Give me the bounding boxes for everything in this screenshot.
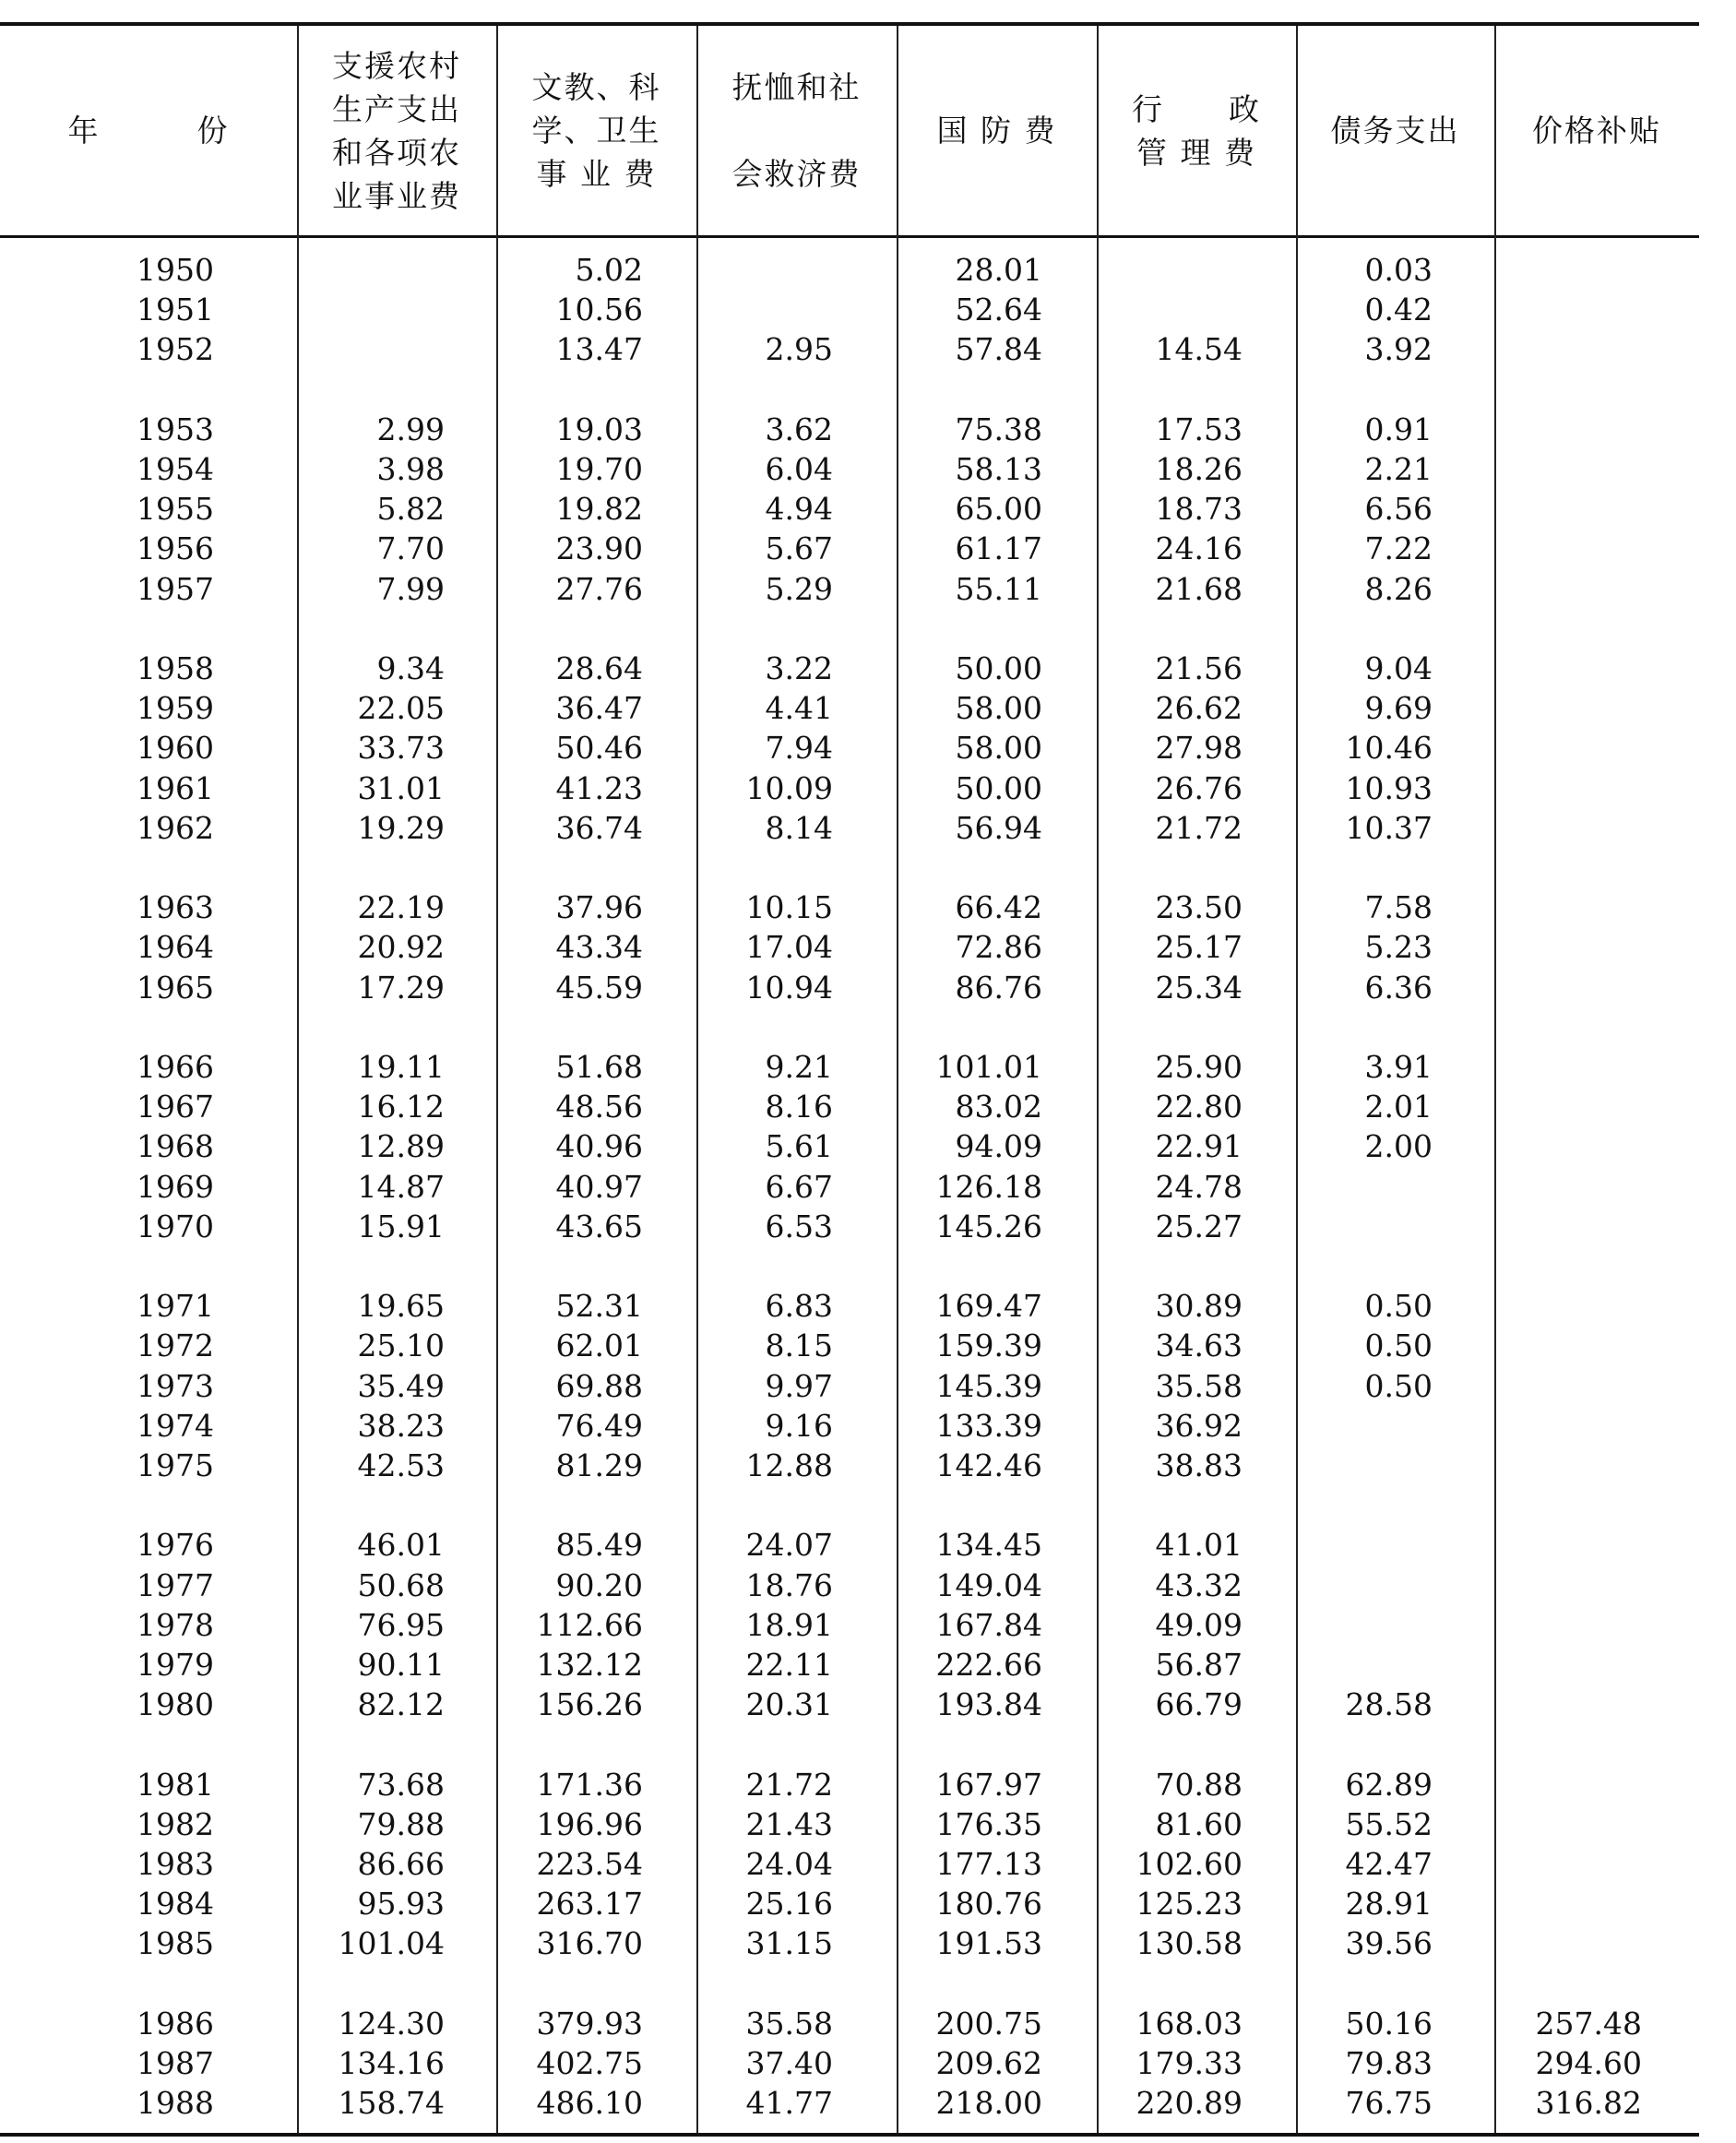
debt-cell: 3.92 (1364, 331, 1433, 367)
agri-cell: 3.98 (376, 451, 445, 487)
relief-cell: 6.53 (765, 1208, 833, 1244)
agri-cell: 82.12 (357, 1686, 445, 1722)
debt-cell: 5.23 (1364, 929, 1433, 965)
edu-cell: 196.96 (536, 1806, 643, 1842)
defense-cell: 83.02 (955, 1089, 1042, 1125)
admin-cell: 35.58 (1155, 1368, 1243, 1404)
table-bottom-rule (0, 2133, 1699, 2137)
debt-cell: 76.75 (1345, 2085, 1433, 2121)
admin-cell: 21.56 (1155, 650, 1243, 686)
edu-cell: 40.97 (555, 1169, 643, 1205)
column-header-agri (297, 26, 496, 235)
debt-cell: 10.93 (1345, 770, 1433, 806)
year-cell: 1966 (137, 1049, 214, 1085)
admin-cell: 25.90 (1155, 1049, 1243, 1085)
defense-cell: 169.47 (935, 1288, 1042, 1324)
relief-cell: 18.76 (745, 1567, 833, 1603)
year-cell: 1984 (137, 1886, 214, 1922)
relief-cell: 18.91 (745, 1607, 833, 1643)
year-cell: 1964 (137, 929, 214, 965)
agri-cell: 20.92 (357, 929, 445, 965)
defense-cell: 134.45 (935, 1527, 1042, 1563)
year-cell: 1955 (137, 491, 214, 527)
year-cell: 1950 (137, 252, 214, 288)
year-cell: 1980 (137, 1686, 214, 1722)
year-cell: 1958 (137, 650, 214, 686)
defense-cell: 52.64 (955, 292, 1042, 327)
year-cell: 1977 (137, 1567, 214, 1603)
relief-cell: 3.62 (765, 411, 833, 447)
defense-cell: 133.39 (935, 1408, 1042, 1444)
relief-cell: 3.22 (765, 650, 833, 686)
year-cell: 1967 (137, 1089, 214, 1125)
edu-cell: 19.70 (555, 451, 643, 487)
edu-cell: 36.74 (555, 810, 643, 846)
subsidy-cell: 257.48 (1535, 2006, 1642, 2042)
year-cell: 1981 (137, 1767, 214, 1803)
admin-cell: 130.58 (1136, 1925, 1243, 1961)
debt-cell: 10.37 (1345, 810, 1433, 846)
defense-cell: 55.11 (955, 571, 1042, 607)
edu-cell: 23.90 (555, 530, 643, 566)
year-cell: 1979 (137, 1647, 214, 1683)
relief-cell: 12.88 (745, 1447, 833, 1483)
relief-cell: 10.09 (745, 770, 833, 806)
debt-cell: 0.50 (1364, 1368, 1433, 1404)
relief-cell: 17.04 (745, 929, 833, 965)
agri-cell: 124.30 (338, 2006, 445, 2042)
edu-cell: 45.59 (555, 970, 643, 1006)
year-cell: 1985 (137, 1925, 214, 1961)
edu-cell: 28.64 (555, 650, 643, 686)
admin-cell: 23.50 (1155, 889, 1243, 925)
defense-cell: 58.00 (955, 730, 1042, 766)
admin-cell: 18.73 (1155, 491, 1243, 527)
relief-cell: 6.83 (765, 1288, 833, 1324)
defense-cell: 126.18 (935, 1169, 1042, 1205)
defense-cell: 191.53 (935, 1925, 1042, 1961)
debt-cell: 6.36 (1364, 970, 1433, 1006)
year-cell: 1953 (137, 411, 214, 447)
admin-cell: 34.63 (1155, 1327, 1243, 1363)
admin-cell: 43.32 (1155, 1567, 1243, 1603)
relief-cell: 5.61 (765, 1128, 833, 1164)
agri-cell: 35.49 (357, 1368, 445, 1404)
defense-cell: 145.39 (935, 1368, 1042, 1404)
defense-cell: 61.17 (955, 530, 1042, 566)
admin-cell: 25.34 (1155, 970, 1243, 1006)
agri-cell: 17.29 (357, 970, 445, 1006)
debt-cell: 0.50 (1364, 1288, 1433, 1324)
column-header-line: 文教、科 (531, 69, 661, 105)
edu-cell: 40.96 (555, 1128, 643, 1164)
agri-cell: 15.91 (357, 1208, 445, 1244)
admin-cell: 66.79 (1155, 1686, 1243, 1722)
agri-cell: 31.01 (357, 770, 445, 806)
column-header-line: 生产支出 (332, 90, 461, 127)
agri-cell: 38.23 (357, 1408, 445, 1444)
admin-cell: 24.16 (1155, 530, 1243, 566)
defense-cell: 94.09 (955, 1128, 1042, 1164)
subsidy-cell: 316.82 (1535, 2085, 1642, 2121)
agri-cell: 19.11 (357, 1049, 445, 1085)
defense-cell: 86.76 (955, 970, 1042, 1006)
agri-cell: 101.04 (338, 1925, 445, 1961)
defense-cell: 50.00 (955, 650, 1042, 686)
column-header-line: 管 理 费 (1136, 134, 1256, 171)
column-header-edu (496, 26, 696, 235)
admin-cell: 22.91 (1155, 1128, 1243, 1164)
year-cell: 1973 (137, 1368, 214, 1404)
admin-cell: 22.80 (1155, 1089, 1243, 1125)
agri-cell: 7.70 (376, 530, 445, 566)
relief-cell: 4.94 (765, 491, 833, 527)
debt-cell: 42.47 (1345, 1846, 1433, 1882)
agri-cell: 2.99 (376, 411, 445, 447)
admin-cell: 18.26 (1155, 451, 1243, 487)
admin-cell: 220.89 (1136, 2085, 1243, 2121)
year-cell: 1986 (137, 2006, 214, 2042)
edu-cell: 223.54 (536, 1846, 643, 1882)
year-cell: 1970 (137, 1208, 214, 1244)
relief-cell: 37.40 (745, 2045, 833, 2081)
edu-cell: 486.10 (536, 2085, 643, 2121)
edu-cell: 316.70 (536, 1925, 643, 1961)
relief-cell: 9.21 (765, 1049, 833, 1085)
admin-cell: 26.62 (1155, 690, 1243, 726)
agri-cell: 22.05 (357, 690, 445, 726)
column-header-year (0, 26, 297, 235)
relief-cell: 22.11 (745, 1647, 833, 1683)
year-cell: 1954 (137, 451, 214, 487)
column-divider (1494, 26, 1496, 2133)
year-cell: 1988 (137, 2085, 214, 2121)
edu-cell: 41.23 (555, 770, 643, 806)
defense-cell: 176.35 (935, 1806, 1042, 1842)
defense-cell: 57.84 (955, 331, 1042, 367)
admin-cell: 179.33 (1136, 2045, 1243, 2081)
edu-cell: 402.75 (536, 2045, 643, 2081)
defense-cell: 101.01 (935, 1049, 1042, 1085)
relief-cell: 21.72 (745, 1767, 833, 1803)
debt-cell: 8.26 (1364, 571, 1433, 607)
debt-cell: 0.91 (1364, 411, 1433, 447)
agri-cell: 7.99 (376, 571, 445, 607)
edu-cell: 379.93 (536, 2006, 643, 2042)
relief-cell: 10.15 (745, 889, 833, 925)
defense-cell: 66.42 (955, 889, 1042, 925)
column-header-line: 业事业费 (332, 177, 461, 214)
admin-cell: 21.68 (1155, 571, 1243, 607)
debt-cell: 2.21 (1364, 451, 1433, 487)
edu-cell: 52.31 (555, 1288, 643, 1324)
defense-cell: 58.13 (955, 451, 1042, 487)
edu-cell: 43.65 (555, 1208, 643, 1244)
edu-cell: 132.12 (536, 1647, 643, 1683)
year-cell: 1968 (137, 1128, 214, 1164)
edu-cell: 81.29 (555, 1447, 643, 1483)
defense-cell: 167.97 (935, 1767, 1042, 1803)
edu-cell: 171.36 (536, 1767, 643, 1803)
year-cell: 1972 (137, 1327, 214, 1363)
edu-cell: 37.96 (555, 889, 643, 925)
defense-cell: 177.13 (935, 1846, 1042, 1882)
admin-cell: 125.23 (1136, 1886, 1243, 1922)
debt-cell: 7.58 (1364, 889, 1433, 925)
year-cell: 1961 (137, 770, 214, 806)
edu-cell: 43.34 (555, 929, 643, 965)
debt-cell: 28.91 (1345, 1886, 1433, 1922)
defense-cell: 56.94 (955, 810, 1042, 846)
debt-cell: 55.52 (1345, 1806, 1433, 1842)
defense-cell: 209.62 (935, 2045, 1042, 2081)
column-header-line: 和各项农 (332, 134, 461, 171)
agri-cell: 16.12 (357, 1089, 445, 1125)
year-cell: 1965 (137, 970, 214, 1006)
admin-cell: 56.87 (1155, 1647, 1243, 1683)
year-cell: 1951 (137, 292, 214, 327)
debt-cell: 79.83 (1345, 2045, 1433, 2081)
debt-cell: 39.56 (1345, 1925, 1433, 1961)
relief-cell: 41.77 (745, 2085, 833, 2121)
edu-cell: 36.47 (555, 690, 643, 726)
year-cell: 1952 (137, 331, 214, 367)
year-cell: 1976 (137, 1527, 214, 1563)
agri-cell: 46.01 (357, 1527, 445, 1563)
year-cell: 1956 (137, 530, 214, 566)
edu-cell: 90.20 (555, 1567, 643, 1603)
agri-cell: 25.10 (357, 1327, 445, 1363)
admin-cell: 30.89 (1155, 1288, 1243, 1324)
agri-cell: 90.11 (357, 1647, 445, 1683)
edu-cell: 27.76 (555, 571, 643, 607)
column-header-line: 价格补贴 (1532, 113, 1661, 149)
debt-cell: 7.22 (1364, 530, 1433, 566)
edu-cell: 69.88 (555, 1368, 643, 1404)
debt-cell: 10.46 (1345, 730, 1433, 766)
defense-cell: 200.75 (935, 2006, 1042, 2042)
agri-cell: 79.88 (357, 1806, 445, 1842)
relief-cell: 35.58 (745, 2006, 833, 2042)
year-cell: 1982 (137, 1806, 214, 1842)
edu-cell: 13.47 (555, 331, 643, 367)
admin-cell: 70.88 (1155, 1767, 1243, 1803)
agri-cell: 134.16 (338, 2045, 445, 2081)
defense-cell: 180.76 (935, 1886, 1042, 1922)
defense-cell: 142.46 (935, 1447, 1042, 1483)
admin-cell: 81.60 (1155, 1806, 1243, 1842)
defense-cell: 65.00 (955, 491, 1042, 527)
edu-cell: 112.66 (536, 1607, 643, 1643)
column-header-line: 事 业 费 (536, 156, 657, 192)
agri-cell: 33.73 (357, 730, 445, 766)
defense-cell: 50.00 (955, 770, 1042, 806)
edu-cell: 50.46 (555, 730, 643, 766)
defense-cell: 145.26 (935, 1208, 1042, 1244)
relief-cell: 31.15 (745, 1925, 833, 1961)
relief-cell: 7.94 (765, 730, 833, 766)
column-header-line: 年 份 (67, 113, 230, 149)
admin-cell: 21.72 (1155, 810, 1243, 846)
year-cell: 1974 (137, 1408, 214, 1444)
relief-cell: 21.43 (745, 1806, 833, 1842)
year-cell: 1960 (137, 730, 214, 766)
edu-cell: 76.49 (555, 1408, 643, 1444)
admin-cell: 102.60 (1136, 1846, 1243, 1882)
admin-cell: 17.53 (1155, 411, 1243, 447)
debt-cell: 9.69 (1364, 690, 1433, 726)
column-header-line: 会救济费 (731, 156, 862, 192)
edu-cell: 48.56 (555, 1089, 643, 1125)
relief-cell: 8.16 (765, 1089, 833, 1125)
admin-cell: 25.17 (1155, 929, 1243, 965)
year-cell: 1987 (137, 2045, 214, 2081)
relief-cell: 5.67 (765, 530, 833, 566)
debt-cell: 28.58 (1345, 1686, 1433, 1722)
year-cell: 1978 (137, 1607, 214, 1643)
year-cell: 1959 (137, 690, 214, 726)
agri-cell: 22.19 (357, 889, 445, 925)
debt-cell: 2.01 (1364, 1089, 1433, 1125)
column-header-admin (1097, 26, 1296, 235)
debt-cell: 0.50 (1364, 1327, 1433, 1363)
column-header-line: 抚恤和社 (731, 69, 862, 105)
relief-cell: 8.15 (765, 1327, 833, 1363)
agri-cell: 42.53 (357, 1447, 445, 1483)
defense-cell: 193.84 (935, 1686, 1042, 1722)
admin-cell: 14.54 (1155, 331, 1243, 367)
relief-cell: 5.29 (765, 571, 833, 607)
defense-cell: 167.84 (935, 1607, 1042, 1643)
edu-cell: 5.02 (575, 252, 643, 288)
year-cell: 1957 (137, 571, 214, 607)
admin-cell: 38.83 (1155, 1447, 1243, 1483)
edu-cell: 19.03 (555, 411, 643, 447)
agri-cell: 158.74 (338, 2085, 445, 2121)
debt-cell: 3.91 (1364, 1049, 1433, 1085)
agri-cell: 9.34 (376, 650, 445, 686)
admin-cell: 36.92 (1155, 1408, 1243, 1444)
year-cell: 1983 (137, 1846, 214, 1882)
agri-cell: 14.87 (357, 1169, 445, 1205)
relief-cell: 4.41 (765, 690, 833, 726)
debt-cell: 0.42 (1364, 292, 1433, 327)
relief-cell: 10.94 (745, 970, 833, 1006)
edu-cell: 156.26 (536, 1686, 643, 1722)
edu-cell: 62.01 (555, 1327, 643, 1363)
agri-cell: 73.68 (357, 1767, 445, 1803)
relief-cell: 25.16 (745, 1886, 833, 1922)
agri-cell: 50.68 (357, 1567, 445, 1603)
admin-cell: 27.98 (1155, 730, 1243, 766)
relief-cell: 9.16 (765, 1408, 833, 1444)
edu-cell: 263.17 (536, 1886, 643, 1922)
debt-cell: 50.16 (1345, 2006, 1433, 2042)
defense-cell: 58.00 (955, 690, 1042, 726)
column-header-line: 支援农村 (332, 47, 461, 84)
edu-cell: 51.68 (555, 1049, 643, 1085)
column-header-line (732, 109, 862, 152)
relief-cell: 2.95 (765, 331, 833, 367)
defense-cell: 159.39 (935, 1327, 1042, 1363)
admin-cell: 26.76 (1155, 770, 1243, 806)
admin-cell: 41.01 (1155, 1527, 1243, 1563)
defense-cell: 149.04 (935, 1567, 1042, 1603)
agri-cell: 86.66 (357, 1846, 445, 1882)
edu-cell: 10.56 (555, 292, 643, 327)
year-cell: 1962 (137, 810, 214, 846)
debt-cell: 0.03 (1364, 252, 1433, 288)
column-header-debt (1296, 26, 1494, 235)
relief-cell: 8.14 (765, 810, 833, 846)
year-cell: 1963 (137, 889, 214, 925)
column-header-subsidy (1494, 26, 1699, 235)
relief-cell: 24.04 (745, 1846, 833, 1882)
year-cell: 1969 (137, 1169, 214, 1205)
column-header-relief (696, 26, 897, 235)
subsidy-cell: 294.60 (1535, 2045, 1642, 2081)
relief-cell: 20.31 (745, 1686, 833, 1722)
header-bottom-rule (0, 235, 1699, 238)
defense-cell: 218.00 (935, 2085, 1042, 2121)
edu-cell: 19.82 (555, 491, 643, 527)
year-cell: 1971 (137, 1288, 214, 1324)
admin-cell: 25.27 (1155, 1208, 1243, 1244)
column-header-line: 国 防 费 (936, 113, 1057, 149)
defense-cell: 75.38 (955, 411, 1042, 447)
debt-cell: 2.00 (1364, 1128, 1433, 1164)
edu-cell: 85.49 (555, 1527, 643, 1563)
debt-cell: 6.56 (1364, 491, 1433, 527)
agri-cell: 19.29 (357, 810, 445, 846)
agri-cell: 95.93 (357, 1886, 445, 1922)
year-cell: 1975 (137, 1447, 214, 1483)
debt-cell: 62.89 (1345, 1767, 1433, 1803)
agri-cell: 5.82 (376, 491, 445, 527)
agri-cell: 76.95 (357, 1607, 445, 1643)
agri-cell: 19.65 (357, 1288, 445, 1324)
relief-cell: 9.97 (765, 1368, 833, 1404)
column-header-line: 学、卫生 (531, 113, 661, 149)
admin-cell: 49.09 (1155, 1607, 1243, 1643)
relief-cell: 24.07 (745, 1527, 833, 1563)
column-header-line: 行 政 (1132, 90, 1261, 127)
column-header-defense (897, 26, 1097, 235)
defense-cell: 28.01 (955, 252, 1042, 288)
debt-cell: 9.04 (1364, 650, 1433, 686)
admin-cell: 24.78 (1155, 1169, 1243, 1205)
defense-cell: 222.66 (935, 1647, 1042, 1683)
relief-cell: 6.67 (765, 1169, 833, 1205)
relief-cell: 6.04 (765, 451, 833, 487)
agri-cell: 12.89 (357, 1128, 445, 1164)
defense-cell: 72.86 (955, 929, 1042, 965)
admin-cell: 168.03 (1136, 2006, 1243, 2042)
column-header-line: 债务支出 (1330, 113, 1460, 149)
